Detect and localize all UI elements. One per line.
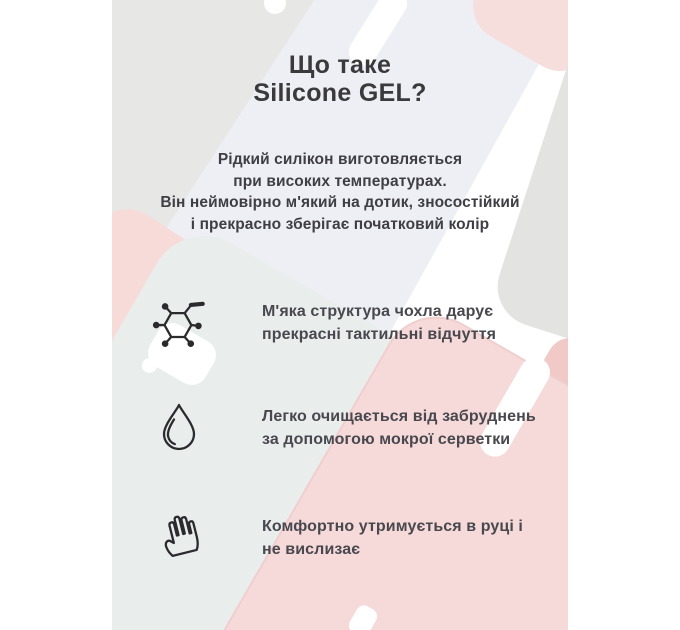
- page-title: [0, 51, 680, 107]
- water-drop-icon: [156, 401, 202, 453]
- feature-item-soft-structure: [262, 300, 496, 346]
- hand-icon: [154, 508, 204, 560]
- feature-item-comfort-grip: [262, 515, 523, 561]
- feature-text-line: М'яка структура чохла дарує: [262, 303, 494, 320]
- intro-line: Він неймовірно м'який на дотик, зносостійкий: [160, 194, 520, 212]
- feature-text-line: прекрасні тактильні відчуття: [262, 326, 497, 343]
- feature-text-line: за допомогою мокрої серветки: [262, 431, 511, 448]
- feature-text-line: Легко очищається від забруднень: [262, 408, 536, 425]
- feature-text-line: Комфортно утримується в руці і: [262, 518, 523, 535]
- molecule-icon: [151, 293, 209, 353]
- intro-line: і прекрасно зберігає початковий колір: [190, 215, 490, 233]
- intro-line: Рідкий силікон виготовляється: [217, 151, 463, 168]
- feature-text-line: не вислизає: [262, 541, 361, 558]
- page-title-line-2: Silicone GEL?: [253, 79, 427, 107]
- page-title-line-1: Що таке: [288, 51, 392, 79]
- intro-line: при високих температурах.: [233, 172, 447, 190]
- feature-item-easy-cleaning: [262, 405, 536, 451]
- intro-paragraph: [0, 149, 680, 235]
